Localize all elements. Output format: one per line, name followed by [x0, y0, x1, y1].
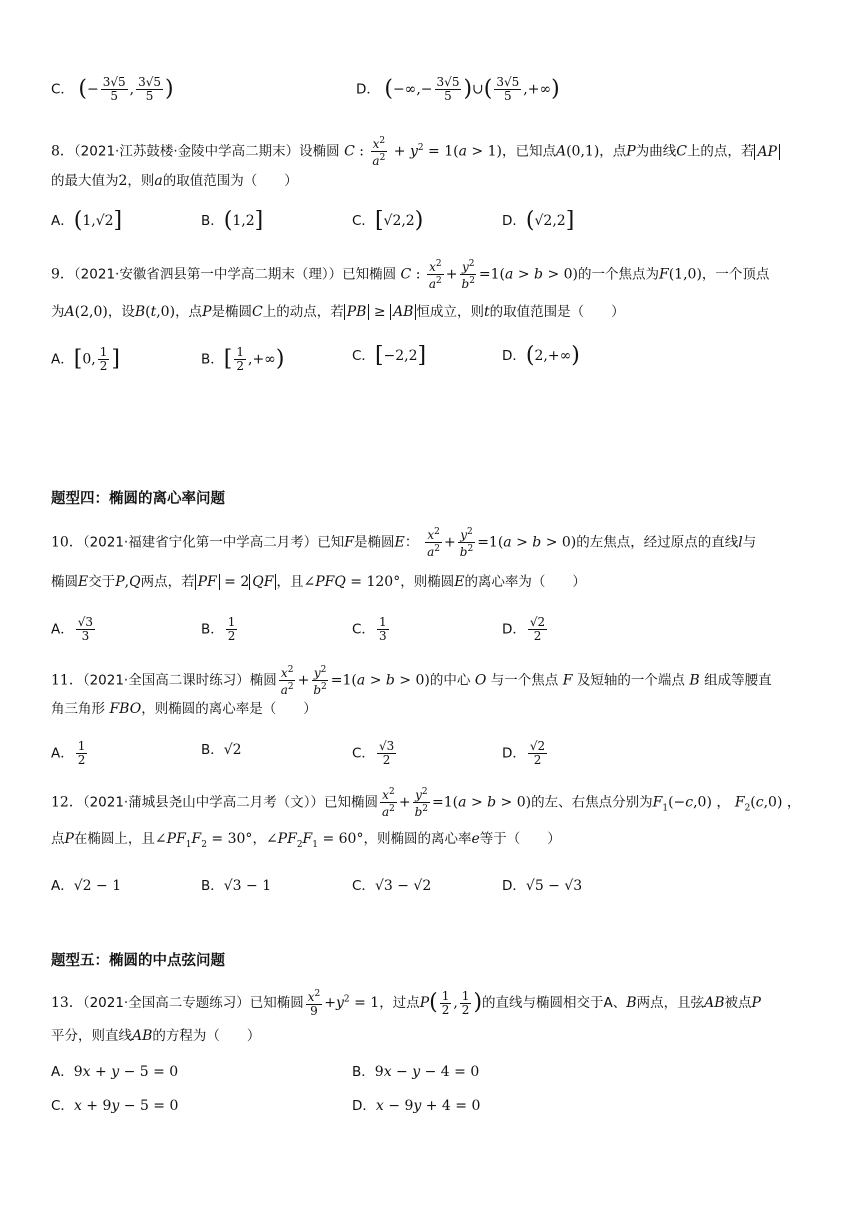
- q11-stem-line1: 11．（2021·全国高二课时练习）椭圆 $\frac{x^2}{a^2}$ + $\frac{y^2}{b^2}$ =1(a > b > 0)的中心 O 与一个焦点 F 及短轴的一个端点 B 组成等腰直: [51, 665, 772, 697]
- q11-option-a[interactable]: A． $\frac{1}{2}$: [51, 739, 86, 767]
- q11-stem-line2: 角三角形 FBO，则椭圆的离心率是（ ）: [51, 701, 317, 717]
- q8-option-a[interactable]: A．(1,√2]: [51, 208, 123, 233]
- q13-stem-line1: 13．（2021·全国高二专题练习）已知椭圆 $\frac{x^2}{9}$ $+y^2 = 1$，过点P( $\frac{1}{2}$ , $\frac{1}{2}$ )的直线与椭圆相交于A、B两点，且弦AB被点P: [51, 988, 761, 1018]
- q8-stem-line2: 的最大值为2，则a的取值范围为（ ）: [51, 173, 298, 189]
- q13-option-a[interactable]: A．9x + y − 5 = 0: [51, 1064, 179, 1080]
- q12-option-a[interactable]: A．√2 − 1: [51, 878, 122, 894]
- q12-stem-line1: 12．（2021·蒲城县尧山中学高二月考（文））已知椭圆 $\frac{x^2}{a^2}$ + $\frac{y^2}{b^2}$ =1(a > b > 0)的左、右焦点分别为$F_1(-c,0)$ ， $F_2(c,0)$ ，: [51, 787, 801, 819]
- question-source: （2021·江苏鼓楼·金陵中学高二期末）: [73, 143, 300, 160]
- option-label: D．: [356, 81, 380, 98]
- question-source: （2021·全国高二课时练习）: [82, 672, 250, 689]
- q9-option-c[interactable]: C．[−2,2]: [352, 343, 427, 368]
- q10-option-c[interactable]: C． $\frac{1}{3}$: [352, 615, 387, 643]
- question-source: （2021·安徽省泗县第一中学高二期末（理））: [73, 266, 343, 283]
- q9-option-b[interactable]: B．[ $\frac{1}{2}$ ,+∞): [201, 345, 285, 373]
- q13-option-b[interactable]: B．9x − y − 4 = 0: [352, 1064, 480, 1080]
- q13-option-d[interactable]: D．x − 9y + 4 = 0: [352, 1098, 481, 1114]
- q11-option-c[interactable]: C． $\frac{√3}{2}$: [352, 739, 395, 767]
- q12-stem-line2: 点P在椭圆上，且$\angle PF_1F_2 = 30^\circ$，$\angle PF_2F_1 = 60^\circ$，则椭圆的离心率e等于（ ）: [51, 831, 561, 850]
- q7-option-d[interactable]: D． (−∞,− $\frac{3√5}{5}$ )∪( $\frac{3√5}{5}$ ,+∞): [356, 75, 560, 103]
- q8-option-b[interactable]: B．(1,2]: [201, 208, 264, 233]
- option-label: C．: [51, 81, 74, 98]
- q9-option-d[interactable]: D．(2,+∞): [502, 343, 580, 368]
- q8-option-d[interactable]: D．(√2,2]: [502, 208, 575, 233]
- q7-option-c[interactable]: C． (− $\frac{3√5}{5}$ , $\frac{3√5}{5}$ ): [51, 75, 174, 103]
- q8-stem-line1: 8．（2021·江苏鼓楼·金陵中学高二期末）设椭圆 C : $\frac{x^2}{a^2}$ + $y^2 = 1(a > 1)$，已知点A(0,1)，点P为曲线C上的点，若 AP: [51, 135, 780, 168]
- q9-stem-line1: 9．（2021·安徽省泗县第一中学高二期末（理））已知椭圆 C : $\frac{x^2}{a^2}$ + $\frac{y^2}{b^2}$ =1(a > b > 0)的一个焦点为F(1,0)，一个顶点: [51, 259, 770, 291]
- q10-stem-line1: 10．（2021·福建省宁化第一中学高二月考）已知F是椭圆E： $\frac{x^2}{a^2}$ + $\frac{y^2}{b^2}$ =1(a > b > 0)的左焦点，经过原点的直线l与: [51, 527, 757, 559]
- q9-option-a[interactable]: A．[0, $\frac{1}{2}$ ]: [51, 345, 120, 373]
- q12-option-b[interactable]: B．√3 − 1: [201, 878, 272, 894]
- q13-option-c[interactable]: C．x + 9y − 5 = 0: [51, 1098, 179, 1114]
- question-source: （2021·福建省宁化第一中学高二月考）: [82, 534, 318, 551]
- q10-option-d[interactable]: D． $\frac{√2}{2}$: [502, 615, 546, 643]
- q12-option-c[interactable]: C．√3 − √2: [352, 878, 432, 894]
- section-heading-4: 题型四：椭圆的离心率问题: [51, 491, 225, 507]
- q12-option-d[interactable]: D．√5 − √3: [502, 878, 583, 894]
- question-source: （2021·全国高二专题练习）: [82, 995, 250, 1011]
- q9-stem-line2: 为A(2,0)，设B(t,0)，点P是椭圆C上的动点，若 PB ≥ AB 恒成立，则t的取值范围是（ ）: [51, 304, 625, 320]
- q10-option-a[interactable]: A． $\frac{√3}{3}$: [51, 615, 94, 643]
- q10-stem-line2: 椭圆E交于P,Q两点，若 PF = 2 QF ，且∠PFQ = 120°，则椭圆E的离心率为（ ）: [51, 574, 586, 590]
- question-source: （2021·蒲城县尧山中学高二月考（文））: [82, 794, 324, 811]
- q11-option-d[interactable]: D． $\frac{√2}{2}$: [502, 739, 546, 767]
- q8-option-c[interactable]: C．[√2,2): [352, 208, 424, 233]
- q11-option-b[interactable]: B．√2: [201, 742, 242, 758]
- q13-stem-line2: 平分，则直线AB的方程为（ ）: [51, 1028, 261, 1044]
- q10-option-b[interactable]: B． $\frac{1}{2}$: [201, 615, 236, 643]
- section-heading-5: 题型五：椭圆的中点弦问题: [51, 953, 225, 969]
